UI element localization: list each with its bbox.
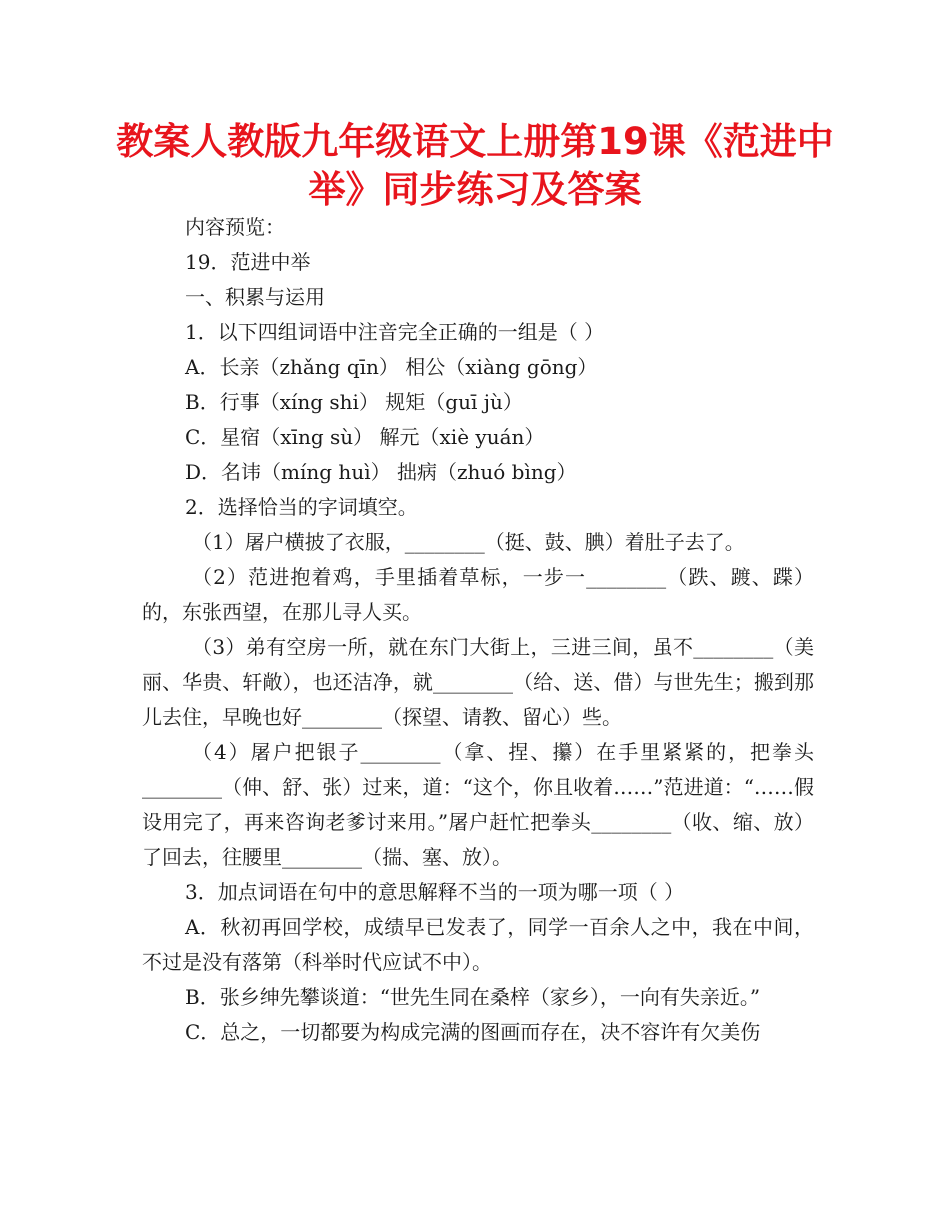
question-2-item-2: （2）范进抱着鸡，手里插着草标，一步一________（跌、踱、蹀）的，东张西望，在那儿寻人买。: [142, 565, 814, 624]
question-2-item-3: （3）弟有空房一所，就在东门大街上，三进三间，虽不________（美丽、华贵、轩敞），也还洁净，就________（给、送、借）与世先生；搬到那儿去住，早晚也好________（探望、请教、留心）些。: [142, 635, 814, 729]
option-c: C．星宿（xīng sù） 解元（xiè yuán）: [185, 425, 545, 449]
preview-label: 内容预览：: [185, 215, 285, 239]
option-d: D．名讳（míng huì） 拙病（zhuó bìng）: [185, 460, 577, 484]
question-1: 1．以下四组词语中注音完全正确的一组是（ ）: [185, 320, 605, 344]
question-3-option-c: C．总之，一切都要为构成完满的图画而存在，决不容许有欠美伤: [185, 1020, 761, 1044]
question-3-option-a: A．秋初再回学校，成绩早已发表了，同学一百余人之中，我在中间，不过是没有落第（科举时代应试不中）。: [142, 915, 814, 974]
question-3: 3．加点词语在句中的意思解释不当的一项为哪一项（ ）: [185, 880, 685, 904]
section-heading: 一、积累与运用: [185, 285, 325, 309]
option-b: B．行事（xíng shi） 规矩（guī jù）: [185, 390, 523, 414]
document-body: [142, 210, 814, 1050]
lesson-heading: 19．范进中举: [185, 250, 311, 274]
question-2: 2．选择恰当的字词填空。: [185, 495, 418, 519]
question-2-item-4: （4）屠户把银子________（拿、捏、攥）在手里紧紧的，把拳头________（伸、舒、张）过来，道：“这个，你且收着……”范进道：“……假设用完了，再来咨询老爹讨来用。”屠户赶忙把拳头________（收、缩、放）了回去，往腰里________（揣、塞、放）。: [142, 740, 814, 869]
document-title: 教案人教版九年级语文上册第19课《范进中举》同步练习及答案: [116, 120, 834, 211]
option-a: A．长亲（zhǎng qīn） 相公（xiàng gōng）: [185, 355, 598, 379]
question-2-item-1: （1）屠户横披了衣服，________（挺、鼓、腆）着肚子去了。: [192, 530, 745, 554]
question-3-option-b: B．张乡绅先攀谈道：“世先生同在桑梓（家乡），一向有失亲近。”: [185, 985, 761, 1009]
